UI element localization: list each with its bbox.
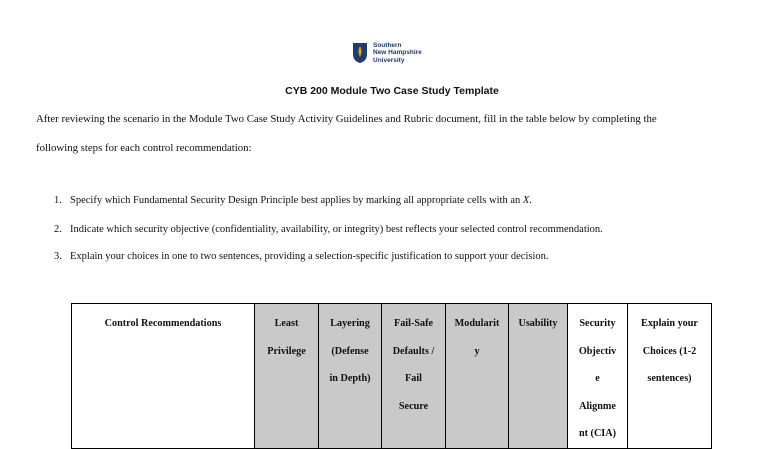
university-logo <box>352 42 422 64</box>
intro-line-1: After reviewing the scenario in the Module Two Case Study Activity Guidelines and Rubric document, fill in the table below by completing the <box>36 113 657 125</box>
step-text: Indicate which security objective (confidentiality, availability, or integrity) best reflects your selected control recommendation. <box>70 224 603 235</box>
step-text: Explain your choices in one to two sentences, providing a selection-specific justification to support your decision. <box>70 251 549 262</box>
logo-line-2: New Hampshire <box>373 49 422 57</box>
shield-logo-icon <box>352 42 368 64</box>
header-text: Modularit <box>454 318 500 329</box>
header-text: Secure <box>398 400 429 412</box>
header-text: Fail <box>405 373 422 384</box>
header-fail-safe <box>382 304 446 449</box>
intro-line-2: following steps for each control recommendation: <box>36 142 252 154</box>
logo-line-3: University <box>373 56 405 64</box>
step-text-end: . <box>529 195 532 206</box>
header-modularity <box>446 304 509 449</box>
step-number: 3. <box>54 251 62 262</box>
step-1 <box>54 195 532 206</box>
header-text: Alignme <box>579 400 616 412</box>
header-text: Objectiv <box>578 345 617 357</box>
header-text: e <box>595 373 600 384</box>
header-text: (Defense <box>331 345 369 357</box>
header-layering <box>319 304 382 449</box>
header-text: in Depth) <box>329 373 371 384</box>
header-explain-choices <box>628 304 712 449</box>
header-least-privilege <box>255 304 319 449</box>
header-text: Privilege <box>267 345 306 357</box>
recommendations-table <box>71 303 712 449</box>
header-text: y <box>474 345 480 357</box>
header-text: Usability <box>518 318 558 329</box>
header-text: Least <box>274 318 299 329</box>
header-text: nt (CIA) <box>578 428 617 439</box>
step-3 <box>54 251 549 262</box>
header-security-objective <box>568 304 628 449</box>
header-usability <box>509 304 568 449</box>
step-text: Specify which Fundamental Security Design Principle best applies by marking all appropriate cells with an <box>70 195 523 206</box>
step-mark: X <box>522 195 530 206</box>
header-text: Control Recommendations <box>104 318 222 329</box>
header-control-recommendations <box>72 304 255 449</box>
header-text: Explain your <box>641 318 698 329</box>
header-text: Fail-Safe <box>393 318 434 329</box>
logo-line-1: Southern <box>373 42 402 49</box>
header-text: Choices (1-2 <box>642 345 697 357</box>
page-title: CYB 200 Module Two Case Study Template <box>285 85 499 97</box>
header-text: sentences) <box>647 373 692 384</box>
table-header-row <box>72 304 712 449</box>
header-text: Security <box>579 318 616 329</box>
step-2 <box>54 224 603 235</box>
header-text: Defaults / <box>392 345 435 357</box>
step-number: 2. <box>54 224 62 235</box>
step-number: 1. <box>54 195 62 206</box>
header-text: Layering <box>330 318 370 329</box>
logo-text <box>373 42 422 64</box>
